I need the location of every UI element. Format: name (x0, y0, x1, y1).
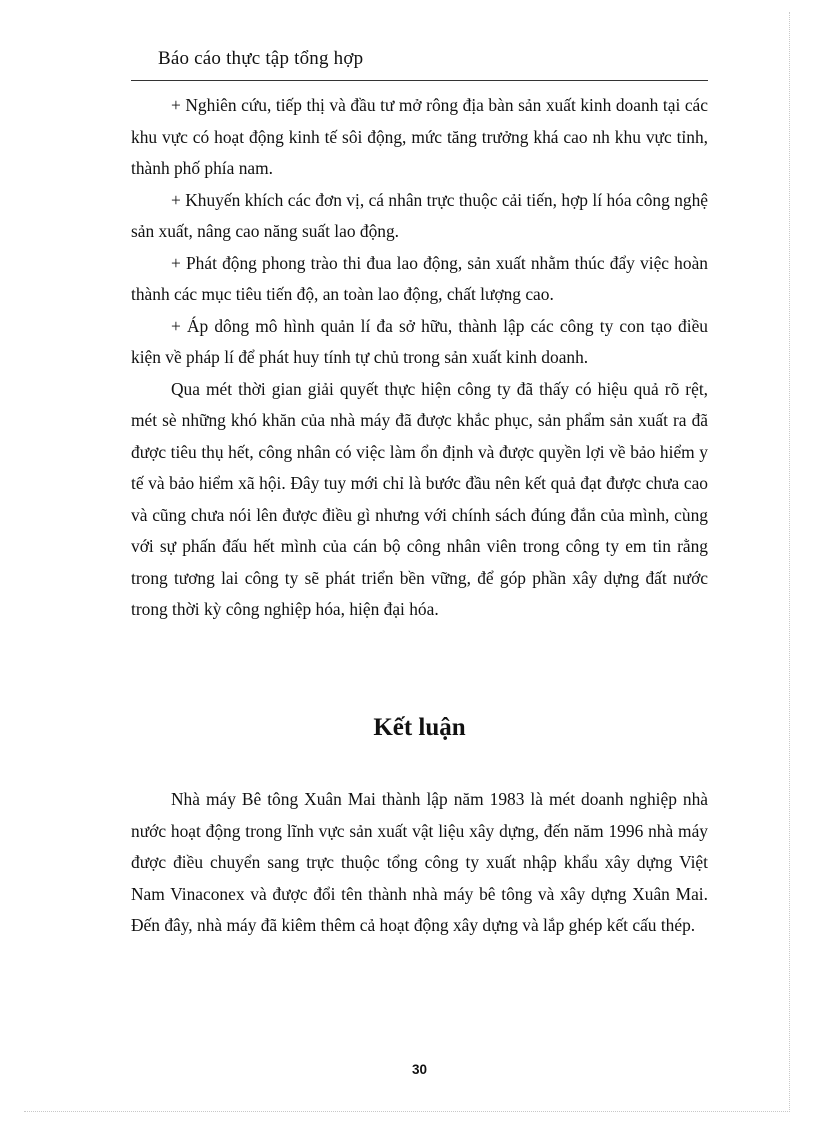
header-divider (131, 80, 708, 81)
paragraph-innovation: + Khuyến khích các đơn vị, cá nhân trực thuộc cải tiến, hợp lí hóa công nghệ sản xuất, nâng cao năng suất lao động. (131, 189, 708, 241)
paragraph-ownership-model: + Áp dông mô hình quản lí đa sở hữu, thành lập các công ty con tạo điều kiện về pháp lí để phát huy tính tự chủ trong sản xuất kinh doanh. (131, 315, 708, 367)
body-text-top (131, 90, 708, 626)
paragraph-results: Qua mét thời gian giải quyết thực hiện công ty đã thấy có hiệu quả rõ rệt, mét sè những khó khăn của nhà máy đã được khắc phục, sản phẩm sản xuất ra đã được tiêu thụ hết, công nhân có việc làm ổn định và được quyền lợi về bảo hiểm y tế và bảo hiểm xã hội. Đây tuy mới chỉ là bước đầu nên kết quả đạt được chưa cao và cũng chưa nói lên được điều gì nhưng với chính sách đúng đắn của mình, cùng với sự phấn đấu hết mình của cán bộ công nhân viên trong công ty em tin rằng trong tương lai công ty sẽ phát triển bền vững, để góp phần xây dựng đất nước trong thời kỳ công nghiệp hóa, hiện đại hóa. (131, 378, 708, 619)
paragraph-conclusion: Nhà máy Bê tông Xuân Mai thành lập năm 1983 là mét doanh nghiệp nhà nước hoạt động trong lĩnh vực sản xuất vật liệu xây dựng, đến năm 1996 nhà máy được điều chuyển sang trực thuộc tổng công ty xuất nhập khẩu xây dựng Việt Nam Vinaconex và được đổi tên thành nhà máy bê tông và xây dựng Xuân Mai. Đến đây, nhà máy đã kiêm thêm cả hoạt động xây dựng và lắp ghép kết cấu thép. (131, 789, 708, 935)
page-number: 30 (411, 1062, 428, 1077)
paragraph-emulation: + Phát động phong trào thi đua lao động, sản xuất nhằm thúc đẩy việc hoàn thành các mục tiêu tiến độ, an toàn lao động, chất lượng cao. (131, 252, 708, 304)
section-heading: Kết luận (373, 714, 466, 741)
body-text-conclusion (131, 784, 708, 942)
paragraph-research: + Nghiên cứu, tiếp thị và đầu tư mở rông địa bàn sản xuất kinh doanh tại các khu vực có hoạt động kinh tế sôi động, mức tăng trưởng khá cao nh khu vực tỉnh, thành phố phía nam. (131, 95, 708, 178)
header-title: Báo cáo thực tập tổng hợp (158, 48, 364, 69)
